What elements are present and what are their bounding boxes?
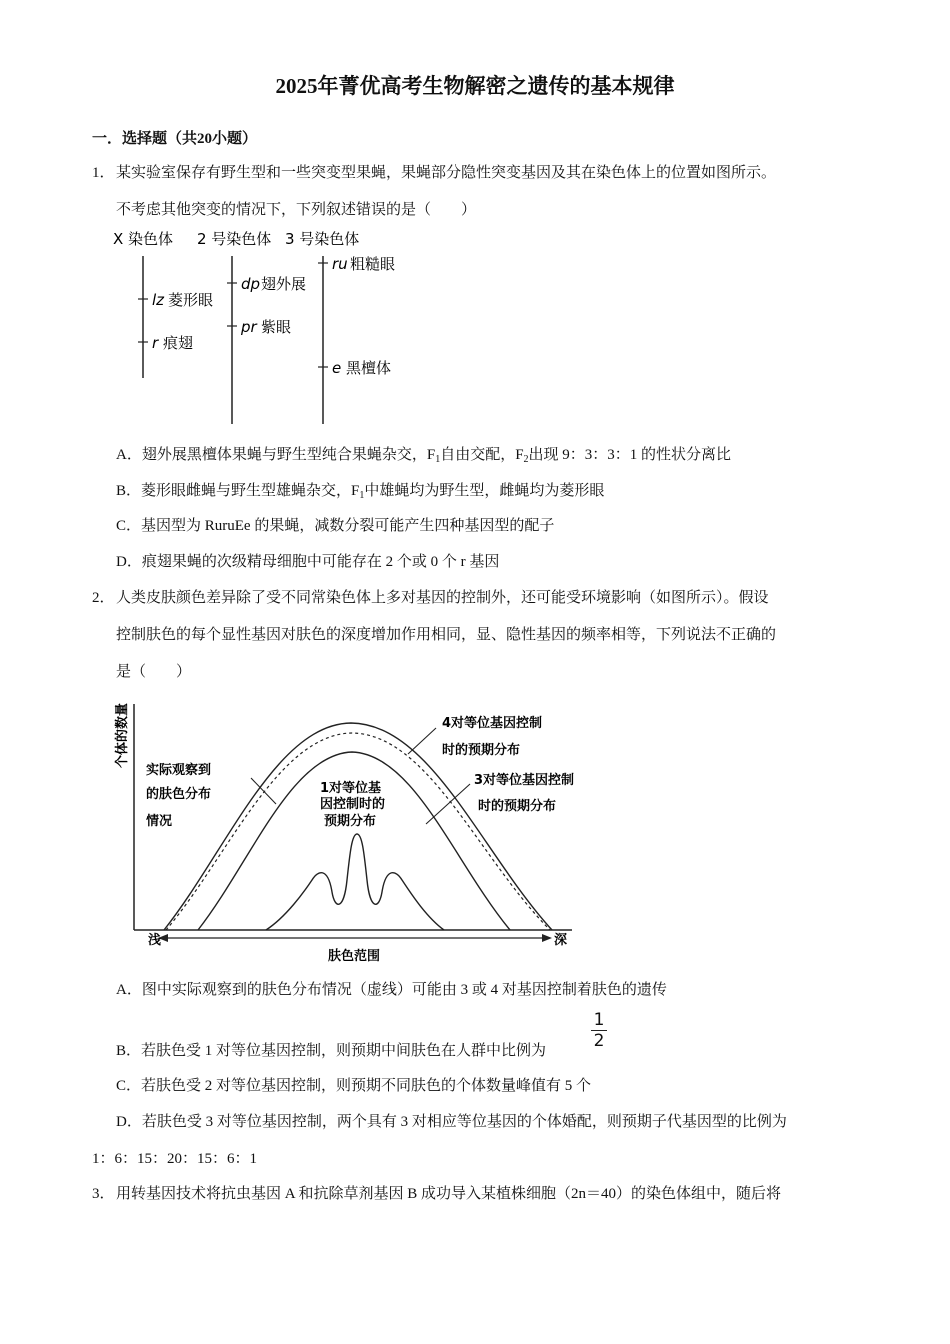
svg-text:e: e	[332, 359, 342, 377]
skin-color-distribution-figure	[106, 692, 606, 964]
gene-pr	[240, 318, 291, 336]
question-1-option-c[interactable]: C．基因型为 RuruEe 的果蝇，减数分裂可能产生四种基因型的配子	[116, 518, 555, 534]
svg-text:黑檀体: 黑檀体	[346, 359, 392, 377]
x-axis-label: 肤色范围	[328, 949, 381, 964]
svg-text:情况: 情况	[146, 814, 173, 829]
svg-text:ru: ru	[332, 255, 348, 273]
label-1-pair	[320, 780, 385, 829]
y-axis-label: 个体的数量	[115, 702, 130, 768]
svg-text:菱形眼: 菱形眼	[168, 291, 214, 309]
svg-text:r: r	[152, 334, 159, 352]
chromosome-figure	[105, 226, 425, 431]
svg-text:因控制时的: 因控制时的	[320, 797, 386, 812]
question-1-stem-line1: 某实验室保存有野生型和一些突变型果蝇，果蝇部分隐性突变基因及其在染色体上的位置如图所示。	[116, 165, 777, 181]
question-1-option-a[interactable]: A．翅外展黑檀体果蝇与野生型纯合果蝇杂交，$F_1$自由交配，$F_2$出现 9：3：3：1 的性状分离比	[116, 447, 732, 465]
label-4-pairs	[442, 715, 542, 758]
chrom-label-2: 2 号染色体	[197, 230, 272, 248]
svg-text:时的预期分布: 时的预期分布	[478, 799, 557, 814]
question-2-option-d[interactable]: D．若肤色受 3 对等位基因控制，两个具有 3 对相应等位基因的个体婚配，则预期子代基因型的比例为	[116, 1114, 787, 1130]
section-heading: 一．选择题（共20小题）	[92, 131, 258, 147]
label-3-pairs	[474, 772, 574, 814]
curve-3-pairs	[198, 752, 510, 930]
svg-text:1对等位基: 1对等位基	[320, 781, 382, 796]
svg-text:pr: pr	[241, 318, 257, 336]
question-3-stem-line1: 用转基因技术将抗虫基因 A 和抗除草剂基因 B 成功导入某植株细胞（2n＝40）的染色体组中，随后将	[116, 1186, 782, 1202]
gene-dp	[241, 275, 306, 293]
chrom-label-x: X 染色体	[113, 230, 174, 248]
question-1-stem-line2: 不考虑其他突变的情况下，下列叙述错误的是（ ）	[116, 202, 477, 218]
question-2-stem-line3: 是（ ）	[116, 664, 192, 680]
svg-text:时的预期分布: 时的预期分布	[442, 743, 521, 758]
x-left-label: 浅	[148, 933, 162, 948]
svg-text:实际观察到: 实际观察到	[146, 763, 212, 778]
question-2-option-a[interactable]: A．图中实际观察到的肤色分布情况（虚线）可能由 3 或 4 对基因控制着肤色的遗传	[116, 982, 667, 998]
page-title: 2025年菁优高考生物解密之遗传的基本规律	[275, 74, 675, 98]
fraction-one-half: 1 2	[591, 1011, 607, 1050]
svg-text:痕翅: 痕翅	[163, 334, 194, 352]
question-2-option-c[interactable]: C．若肤色受 2 对等位基因控制，则预期不同肤色的个体数量峰值有 5 个	[116, 1078, 592, 1094]
question-2-stem-line1: 人类皮肤颜色差异除了受不同常染色体上多对基因的控制外，还可能受环境影响（如图所示）。假设	[116, 590, 769, 606]
question-2-option-d-continued: 1：6：15：20：15：6：1	[92, 1151, 258, 1167]
label-observed	[145, 762, 211, 829]
question-2-number: 2．	[92, 590, 115, 606]
question-1-option-d[interactable]: D．痕翅果蝇的次级精母细胞中可能存在 2 个或 0 个 r 基因	[116, 554, 500, 570]
svg-text:的肤色分布: 的肤色分布	[146, 787, 212, 802]
svg-text:粗糙眼: 粗糙眼	[350, 255, 396, 273]
svg-text:紫眼: 紫眼	[261, 318, 292, 336]
gene-r	[152, 334, 193, 352]
curve-1-pair	[266, 834, 444, 930]
gene-e	[332, 359, 391, 377]
curve-observed	[166, 733, 550, 930]
svg-text:lz: lz	[152, 291, 165, 309]
svg-text:预期分布: 预期分布	[324, 814, 377, 829]
gene-lz	[152, 291, 213, 309]
question-3-number: 3．	[92, 1186, 115, 1202]
svg-text:dp: dp	[241, 275, 261, 293]
chrom-label-3: 3 号染色体	[285, 230, 360, 248]
gene-ru	[332, 255, 395, 273]
question-1-option-b[interactable]: B．菱形眼雌蝇与野生型雄蝇杂交，$F_1$中雄蝇均为野生型，雌蝇均为菱形眼	[116, 483, 605, 501]
x-right-label: 深	[554, 933, 568, 948]
question-2-stem-line2: 控制肤色的每个显性基因对肤色的深度增加作用相同，显、隐性基因的频率相等，下列说法不正确的	[116, 627, 777, 643]
svg-text:4对等位基因控制: 4对等位基因控制	[442, 716, 543, 731]
svg-text:3对等位基因控制: 3对等位基因控制	[474, 773, 575, 788]
svg-text:翅外展: 翅外展	[261, 275, 307, 293]
question-2-option-b[interactable]: B．若肤色受 1 对等位基因控制，则预期中间肤色在人群中比例为	[116, 1043, 547, 1059]
question-1-number: 1．	[92, 165, 115, 181]
